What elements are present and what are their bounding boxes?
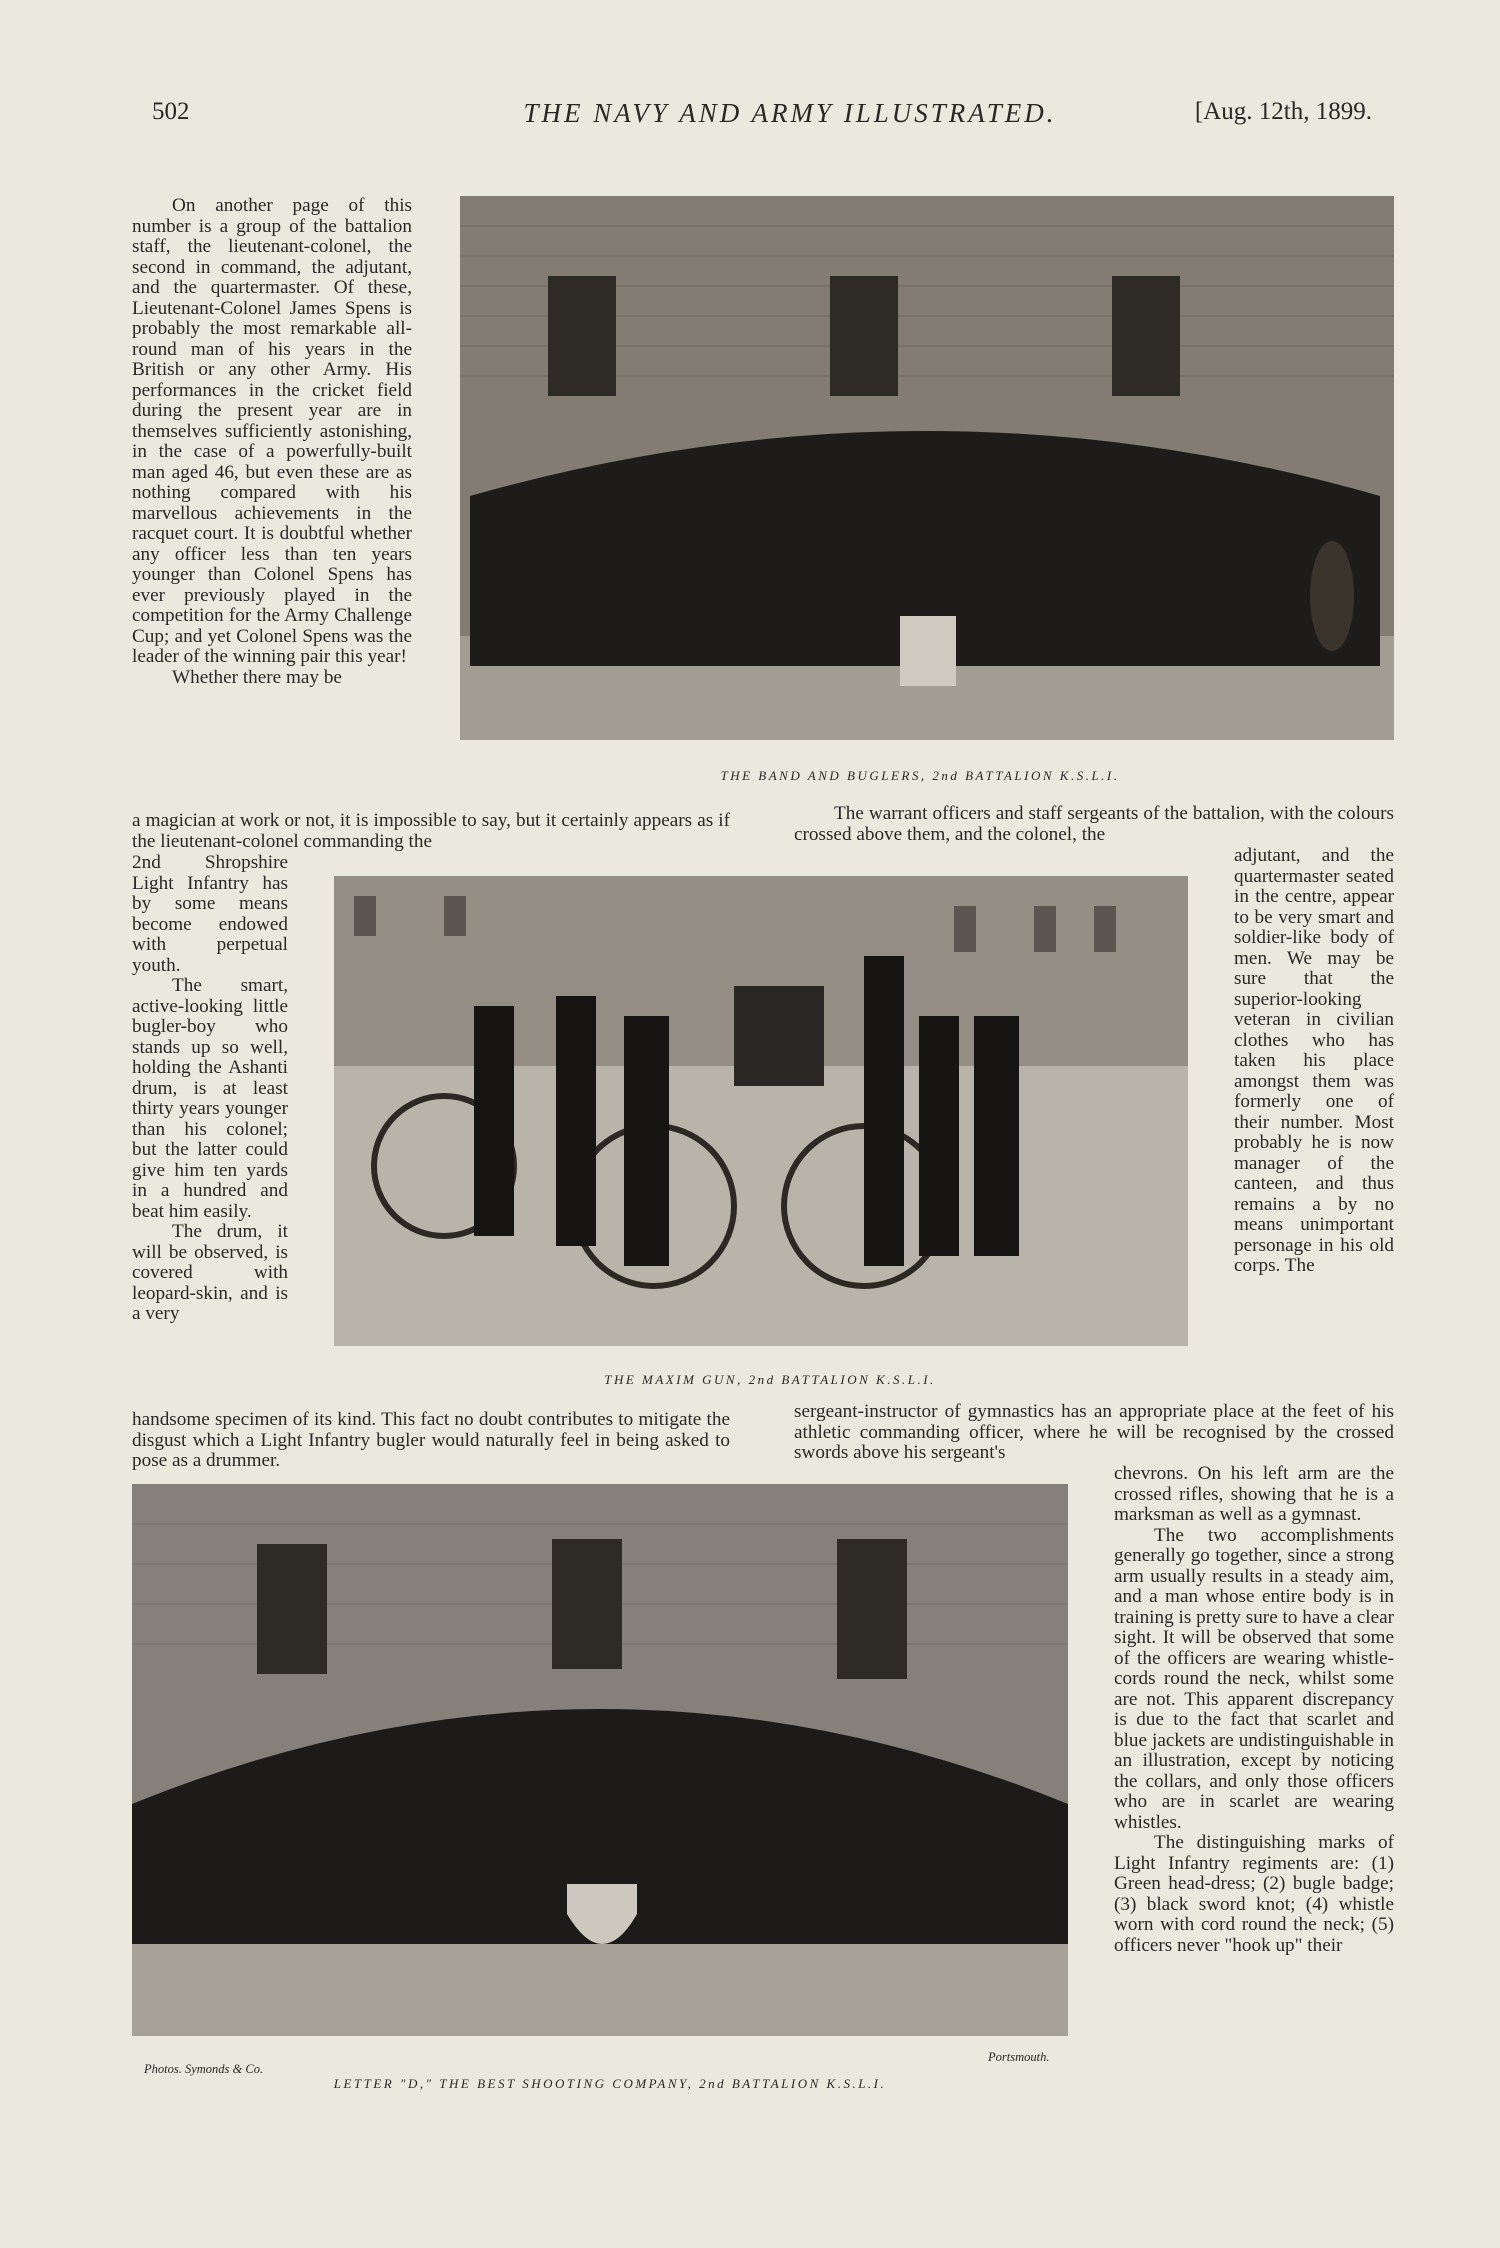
publication-title: THE NAVY AND ARMY ILLUSTRATED. xyxy=(523,98,1057,128)
text-magician-continued xyxy=(132,811,730,852)
text-gymnastics xyxy=(794,1402,1394,1464)
paragraph-spens: On another page of this number is a group of the battalion staff, the lieutenant-colonel, the second in command, the adjutant, and the quartermaster. Of these, Lieutenant-Colonel James Spens is probably the most remarkable all-round man of his years in the British or any other Army. His performances in the cricket field during the present year are in themselves sufficiently astonishing, in the case of a powerfully-built man aged 46, but even these are as nothing compared with his marvellous achievements in the racquet court. It is doubtful whether any officer less than ten years younger than Colonel Spens has ever previously played in the competition for the Army Challenge Cup; and yet Colonel Spens was the leader of the winning pair this year! xyxy=(132,195,412,667)
company-photo xyxy=(132,1484,1068,2036)
band-photo xyxy=(460,196,1394,740)
page-number: 502 xyxy=(152,98,190,125)
paragraph-drummer: handsome specimen of its kind. This fact no doubt contributes to mitigate the disgust which a Light Infantry bugler would naturally feel in being asked to pose as a drummer. xyxy=(132,1409,730,1471)
photo-credit-left: Photos. Symonds & Co. xyxy=(144,2062,264,2076)
band-photo-caption: THE BAND AND BUGLERS, 2nd BATTALION K.S.L.I. xyxy=(720,768,1120,783)
company-photo-illustration xyxy=(132,1484,1068,2036)
maxim-gun-photo-caption: THE MAXIM GUN, 2nd BATTALION K.S.L.I. xyxy=(604,1372,936,1387)
paragraph-bugler: The smart, active-looking little bugler-boy who stands up so well, holding the Ashanti drum, is at least thirty years younger than his colonel; but the latter could give him ten yards in a hundred and beat him easily. xyxy=(132,975,288,1222)
text-drum-continued xyxy=(132,1410,730,1472)
paragraph-youth: 2nd Shropshire Light Infantry has by some means become endowed with perpetual youth. xyxy=(132,852,288,976)
maxim-gun-photo xyxy=(334,876,1188,1346)
issue-date: [Aug. 12th, 1899. xyxy=(1194,98,1372,125)
paragraph-accomplishments: The two accomplishments generally go together, since a strong arm usually results in a steady aim, and a man whose entire body is in training is pretty sure to have a clear sight. It will be observed that some of the officers are wearing whistle-cords round the neck, whilst some are not. This apparent discrepancy is due to the fact that scarlet and blue jackets are undistinguishable in an illustration, except by noticing the collars, and only those officers who are in scarlet are wearing whistles. xyxy=(1114,1524,1394,1833)
paragraph-warrant-officers: The warrant officers and staff sergeants of the battalion, with the colours crossed above them, and the colonel, the xyxy=(794,803,1394,845)
text-warrant-officers xyxy=(794,804,1394,845)
maxim-gun-photo-illustration xyxy=(334,876,1188,1346)
text-column-right-narrow xyxy=(1234,846,1394,1277)
paragraph-chevrons: chevrons. On his left arm are the crossed rifles, showing that he is a marksman as well as a gymnast. xyxy=(1114,1463,1394,1525)
paragraph-gymnastics: sergeant-instructor of gymnastics has an appropriate place at the feet of his athletic commanding officer, where he will be recognised by the crossed swords above his sergeant's xyxy=(794,1401,1394,1463)
company-photo-caption: LETTER "D," THE BEST SHOOTING COMPANY, 2nd BATTALION K.S.L.I. xyxy=(333,2076,887,2091)
paragraph-light-infantry: The distinguishing marks of Light Infantry regiments are: (1) Green head-dress; (2) bugle badge; (3) black sword knot; (4) whistle worn with cord round the neck; (5) officers never "hook up" their xyxy=(1114,1832,1394,1956)
paragraph-magician-end: a magician at work or not, it is impossible to say, but it certainly appears as if the lieutenant-colonel commanding the xyxy=(132,810,730,852)
paragraph-magician-start: Whether there may be xyxy=(172,666,342,688)
text-column-1 xyxy=(132,196,412,688)
band-photo-illustration xyxy=(460,196,1394,740)
text-column-2 xyxy=(132,853,288,1325)
text-column-right-bottom xyxy=(1114,1464,1394,1956)
paragraph-veteran: adjutant, and the quartermaster seated in the centre, appear to be very smart and soldier-like body of men. We may be sure that the superior-looking veteran in civilian clothes who has taken his place amongst them was formerly one of their number. Most probably he is now manager of the canteen, and thus remains a by no means unimportant personage in his old corps. The xyxy=(1234,845,1394,1276)
paragraph-drum: The drum, it will be observed, is covered with leopard-skin, and is a very xyxy=(132,1221,288,1324)
photo-credit-right: Portsmouth. xyxy=(988,2050,1050,2064)
